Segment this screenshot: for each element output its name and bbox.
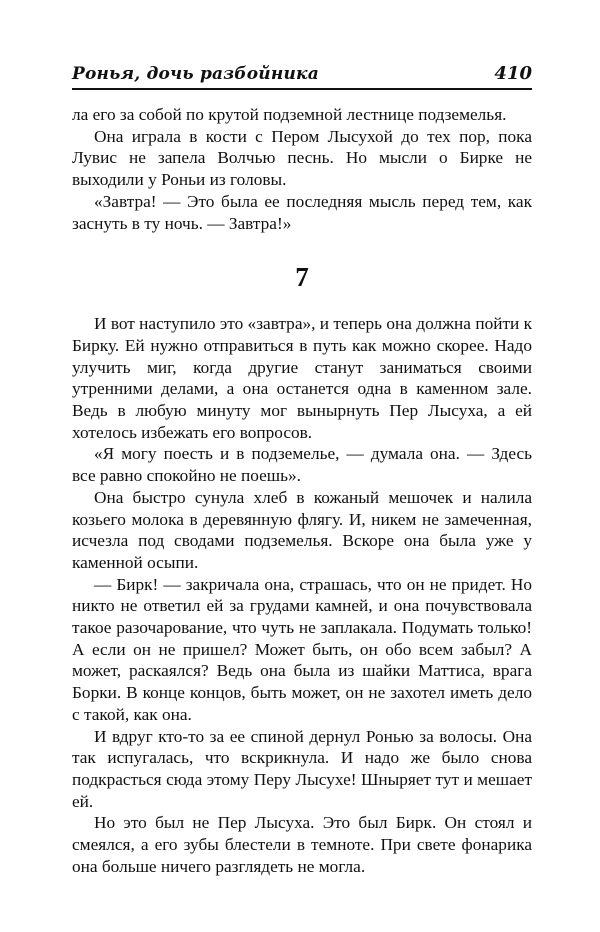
book-page [72, 58, 532, 878]
paragraph: — Бирк! — закричала она, страшась, что он не придет. Но никто не ответил ей за грудами камней, и она почувствовала такое разочарование, что чуть не заплакала. Подумать только! А если он не пришел? Может быть, он обо всем забыл? А может, раскаялся? Ведь она была из шайки Маттиса, врага Борки. В конце концов, быть может, он не захотел иметь дело с такой, как она. [72, 574, 532, 724]
paragraph: «Завтра! — Это была ее последняя мысль перед тем, как заснуть в ту ночь. — Завтра!» [72, 191, 532, 233]
chapter-number: 7 [295, 262, 309, 293]
paragraph: Но это был не Пер Лысуха. Это был Бирк. Он стоял и смеялся, а его зубы блестели в темноте. При свете фонарика она больше ничего разглядеть не могла. [72, 813, 532, 876]
paragraph: ла его за собой по крутой подземной лестнице подземелья. [72, 105, 507, 124]
paragraph: И вдруг кто-то за ее спиной дернул Ронью за волосы. Она так испугалась, что вскрикнула. И надо же было снова подкрасться сюда этому Перу Лысухе! Шныряет тут и мешает ей. [72, 726, 532, 811]
body-text [72, 104, 532, 878]
running-title: Ронья, дочь разбойника [72, 64, 319, 84]
running-header [72, 58, 532, 84]
paragraph: Она быстро сунула хлеб в кожаный мешочек и налила козьего молока в деревянную флягу. И, никем не замеченная, исчезла под сводами подземелья. Вскоре она была уже у каменной осыпи. [72, 487, 532, 572]
paragraph: Она играла в кости с Пером Лысухой до тех пор, пока Лувис не запела Волчью песнь. Но мысли о Бирке не выходили у Роньи из головы. [72, 126, 532, 190]
paragraph: И вот наступило это «завтра», и теперь она должна пойти к Бирку. Ей нужно отправиться в путь как можно скорее. Надо улучить миг, когда другие станут заниматься своими утренними делами, а она останется одна в каменном зале. Ведь в любую минуту мог вынырнуть Пер Лысуха, а ей хотелось избежать его вопросов. [72, 314, 532, 442]
paragraph: «Я могу поесть и в подземелье, — думала она. — Здесь все равно спокойно не поешь». [72, 444, 532, 486]
page-number: 410 [494, 63, 532, 84]
header-rule [72, 88, 532, 90]
